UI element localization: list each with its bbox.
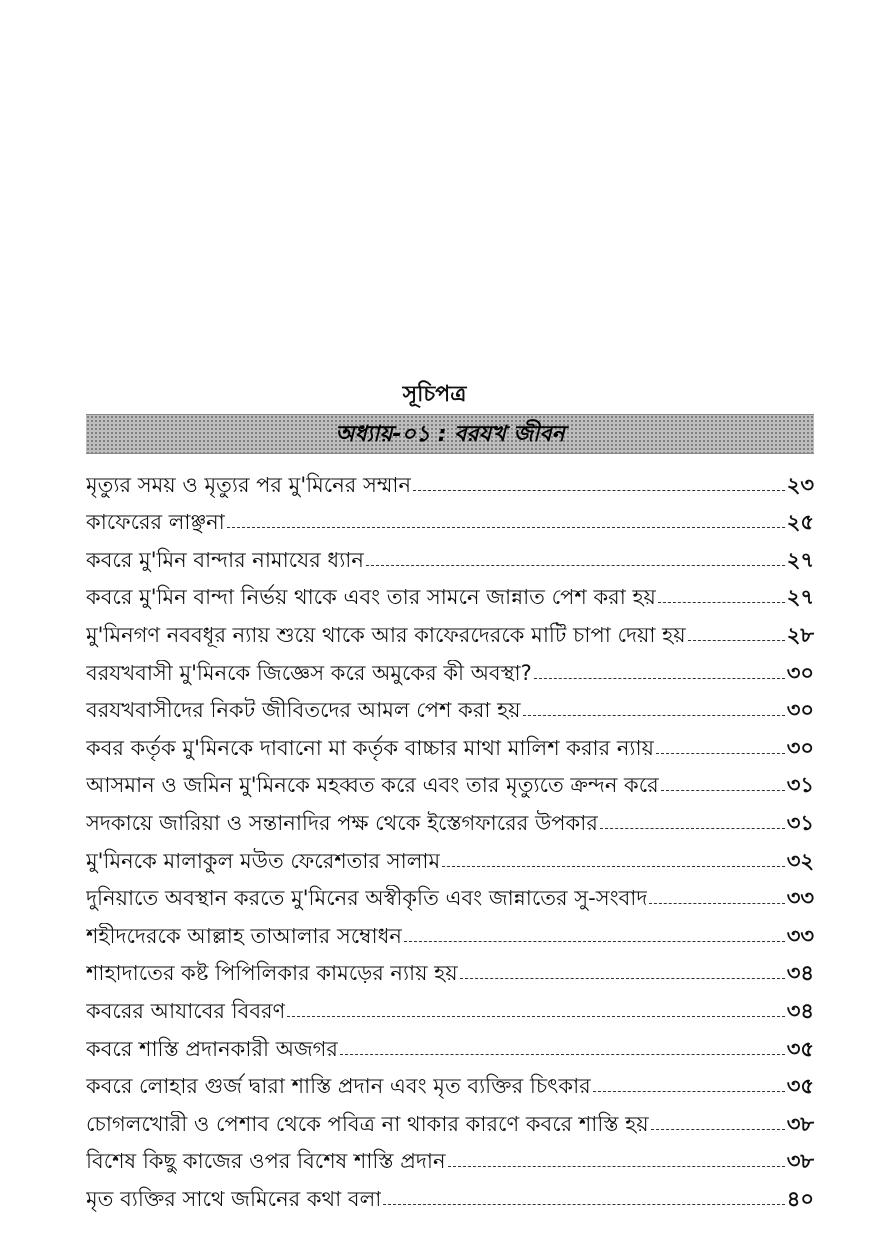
toc-entry <box>86 723 814 761</box>
toc-entry <box>86 460 814 498</box>
toc-entry-label: মু'মিনকে মালাকুল মউত ফেরেশতার সালাম <box>86 848 441 873</box>
toc-entry-label: কবর কর্তৃক মু'মিনকে দাবানো মা কর্তৃক বাচ্চার মাথা মালিশ করার ন্যায় <box>86 735 654 760</box>
toc-entry-page: ২৭ <box>786 547 814 572</box>
toc-entry-page: ২৫ <box>786 510 814 535</box>
toc-entry <box>86 1024 814 1062</box>
toc-entry-page: ৩৮ <box>786 1111 814 1136</box>
toc-leader <box>534 678 785 679</box>
toc-leader <box>649 903 784 904</box>
toc-entry <box>86 949 814 987</box>
toc-entry-page: ২৭ <box>786 585 814 610</box>
toc-entry-label: দুনিয়াতে অবস্থান করতে মু'মিনের অস্বীকৃতি এবং জান্নাতের সু-সংবাদ <box>86 886 648 911</box>
toc-entry-page: ৪০ <box>786 1186 814 1211</box>
toc-entry <box>86 1062 814 1100</box>
toc-leader <box>287 1016 784 1017</box>
toc-leader <box>383 1204 784 1205</box>
toc-leader <box>227 527 785 528</box>
toc-entry <box>86 1174 814 1212</box>
toc-leader <box>523 715 785 716</box>
toc-entry <box>86 986 814 1024</box>
toc-leader <box>340 1054 785 1055</box>
toc-entry-label: কবরে শাস্তি প্রদানকারী অজগর <box>86 1036 338 1061</box>
toc-leader <box>593 1091 785 1092</box>
toc-entry-label: শাহাদাতের কষ্ট পিপিলিকার কামড়ের ন্যায় হয় <box>86 961 458 986</box>
toc-leader <box>460 978 785 979</box>
toc-entry-label: বিশেষ কিছু কাজের ওপর বিশেষ শাস্তি প্রদান <box>86 1149 446 1174</box>
toc-entry-page: ৩৪ <box>786 961 814 986</box>
toc-entry <box>86 573 814 611</box>
toc-entry-page: ৩০ <box>786 735 814 760</box>
toc-leader <box>366 565 785 566</box>
toc-entry-page: ৩৮ <box>786 1149 814 1174</box>
toc-entry <box>86 1099 814 1137</box>
toc-entry-label: মৃত্যুর সময় ও মৃত্যুর পর মু'মিনের সম্মান <box>86 472 412 497</box>
toc-entry-page: ৩০ <box>786 698 814 723</box>
toc-entry <box>86 761 814 799</box>
toc-leader <box>661 790 785 791</box>
toc-entry <box>86 874 814 912</box>
toc-entry-label: কাফেরের লাঞ্ছনা <box>86 510 225 535</box>
toc-entry <box>86 610 814 648</box>
toc-entry-label: শহীদদেরকে আল্লাহ তাআলার সম্বোধন <box>86 923 402 948</box>
toc-leader <box>651 1129 785 1130</box>
toc-entry-label: বরযখবাসী মু'মিনকে জিজ্ঞেস করে অমুকের কী অবস্থা? <box>86 660 532 685</box>
toc-entry-label: কবরে মু'মিন বান্দা নির্ভয় থাকে এবং তার সামনে জান্নাত পেশ করা হয় <box>86 585 656 610</box>
toc-entry-label: মু'মিনগণ নববধূর ন্যায় শুয়ে থাকে আর কাফেরদেরকে মাটি চাপা দেয়া হয় <box>86 622 686 647</box>
toc-entry-page: ৩৩ <box>786 886 814 911</box>
toc-entry-page: ২৮ <box>786 622 814 647</box>
toc-leader <box>404 941 785 942</box>
toc-entry-label: বরযখবাসীদের নিকট জীবিতদের আমল পেশ করা হয় <box>86 698 521 723</box>
toc-entry <box>86 498 814 536</box>
toc-entry-label: মৃত ব্যক্তির সাথে জমিনের কথা বলা <box>86 1186 382 1211</box>
toc-entry-page: ৩০ <box>786 660 814 685</box>
toc-entry <box>86 798 814 836</box>
chapter-heading-band <box>86 414 814 454</box>
toc-entry-page: ৩৪ <box>786 998 814 1023</box>
toc-entry-page: ৩৫ <box>786 1036 814 1061</box>
toc-entry <box>86 686 814 724</box>
toc-leader <box>442 866 785 867</box>
toc-entry-page: ২৩ <box>786 472 814 497</box>
toc-leader <box>658 602 785 603</box>
toc-entry-page: ৩৫ <box>786 1074 814 1099</box>
toc-entry-label: সদকায়ে জারিয়া ও সন্তানাদির পক্ষ থেকে ইস্তেগফারের উপকার <box>86 810 598 835</box>
toc-entry <box>86 648 814 686</box>
toc-entry-label: কবরের আযাবের বিবরণ <box>86 998 286 1023</box>
toc-leader <box>448 1166 785 1167</box>
toc-entry <box>86 911 814 949</box>
toc-entry <box>86 1137 814 1175</box>
toc-leader <box>688 640 785 641</box>
toc-leader <box>656 753 785 754</box>
toc-entry-page: ৩২ <box>786 848 814 873</box>
toc-entry-page: ৩৩ <box>786 923 814 948</box>
toc-entry-label: কবরে লোহার গুর্জ দ্বারা শাস্তি প্রদান এবং মৃত ব্যক্তির চিৎকার <box>86 1074 591 1099</box>
toc-entry <box>86 836 814 874</box>
toc-entry-label: চোগলখোরী ও পেশাব থেকে পবিত্র না থাকার কারণে কবরে শাস্তি হয় <box>86 1111 649 1136</box>
toc-leader <box>413 490 785 491</box>
toc-entry-page: ৩১ <box>786 773 814 798</box>
toc-entry-label: আসমান ও জমিন মু'মিনকে মহব্বত করে এবং তার মৃত্যুতে ক্রন্দন করে <box>86 773 659 798</box>
toc-list <box>86 460 814 1212</box>
chapter-heading: অধ্যায়-০১ : বরযখ জীবন <box>335 422 565 447</box>
toc-title: সূচিপত্র <box>402 382 467 407</box>
toc-entry-page: ৩১ <box>786 810 814 835</box>
toc-entry-label: কবরে মু'মিন বান্দার নামাযের ধ্যান <box>86 547 364 572</box>
toc-leader <box>600 828 785 829</box>
toc-entry <box>86 535 814 573</box>
